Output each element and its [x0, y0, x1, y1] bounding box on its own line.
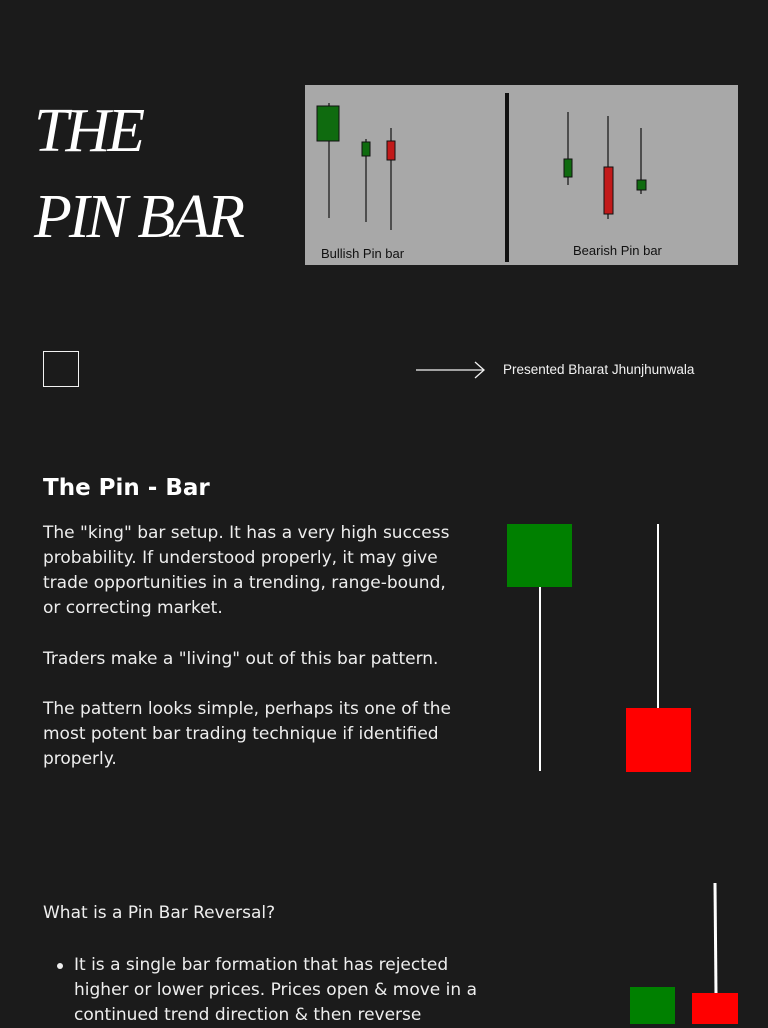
title-line-2: PIN BAR: [34, 183, 242, 251]
pin-bar-illustration: [500, 520, 700, 780]
bearish-candle-1-body: [564, 159, 572, 177]
bullish-candle-1-body: [317, 106, 339, 141]
bullet-list: [43, 953, 483, 1028]
small-red-body: [692, 993, 738, 1024]
title-line-1: THE: [34, 97, 143, 165]
bullish-candle-2-body: [362, 142, 370, 156]
paragraph-3: The pattern looks simple, perhaps its one of the most potent bar trading technique if identified properly.: [43, 699, 451, 769]
outline-square: [43, 351, 79, 387]
small-green-body: [630, 987, 675, 1024]
red-candle-body: [626, 708, 691, 772]
arrow-right-icon: [416, 360, 488, 380]
green-candle-body: [507, 524, 572, 587]
question-heading: What is a Pin Bar Reversal?: [43, 903, 276, 923]
bullet-item: It is a single bar formation that has rejected higher or lower prices. Prices open & move in a continued trend direction & then reverse: [43, 953, 483, 1028]
paragraph-2: Traders make a "living" out of this bar pattern.: [43, 649, 439, 669]
bearish-caption: Bearish Pin bar: [573, 243, 662, 258]
reference-divider: [505, 93, 509, 262]
bearish-candle-3-body: [637, 180, 646, 190]
presenter-credit: Presented Bharat Jhunjhunwala: [503, 362, 695, 377]
pin-bar-illustration-small: [620, 880, 750, 1024]
bearish-candle-2-body: [604, 167, 613, 214]
paragraph-1: The "king" bar setup. It has a very high success probability. If understood properly, it may give trade opportunities in a trending, range-bound, or correcting market.: [43, 523, 450, 618]
bullish-candle-3-body: [387, 141, 395, 160]
section-heading: The Pin - Bar: [43, 475, 210, 501]
small-red-wick: [715, 883, 716, 995]
pin-bar-reference-image: [305, 85, 738, 265]
bullish-caption: Bullish Pin bar: [321, 246, 405, 261]
